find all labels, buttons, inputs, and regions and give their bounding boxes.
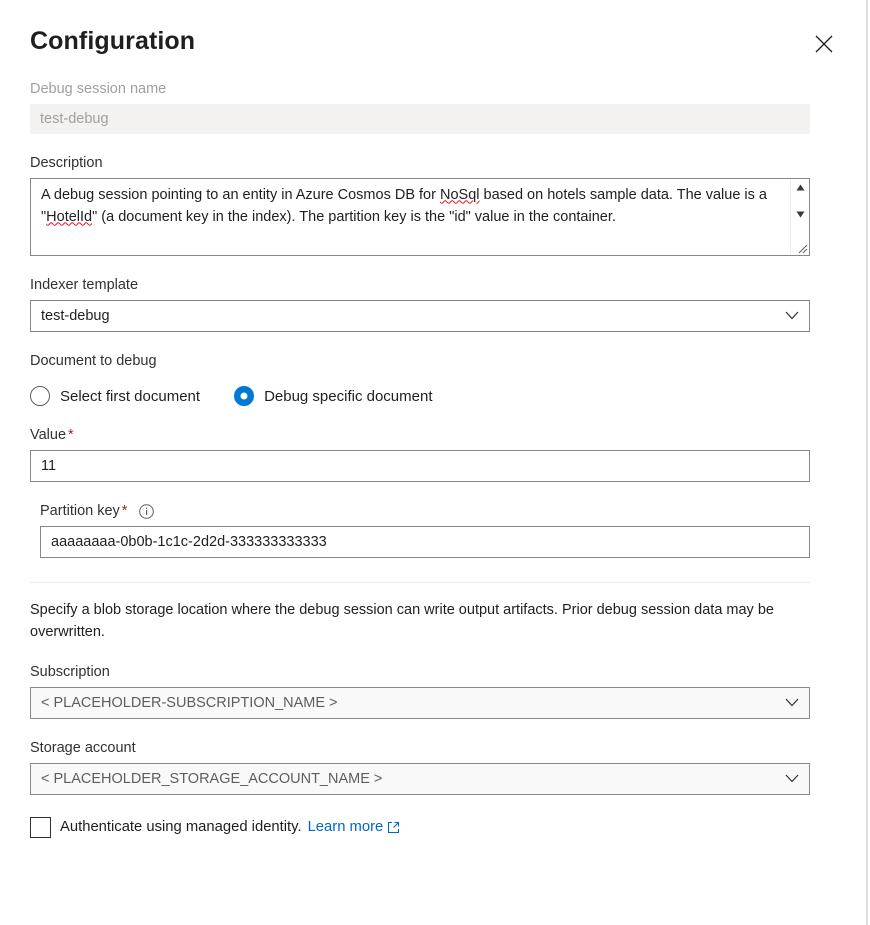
storage-account-select[interactable] bbox=[30, 763, 810, 795]
document-to-debug-label: Document to debug bbox=[30, 352, 157, 369]
managed-identity-row bbox=[30, 817, 836, 838]
radio-select-first-document[interactable] bbox=[30, 386, 200, 406]
description-text-part1: A debug session pointing to an entity in Azure Cosmos DB for bbox=[41, 186, 440, 203]
storage-account-value: < PLACEHOLDER_STORAGE_ACCOUNT_NAME > bbox=[41, 770, 383, 787]
external-link-icon bbox=[387, 821, 400, 834]
learn-more-link[interactable]: Learn more bbox=[307, 819, 384, 836]
radio-debug-specific-document[interactable] bbox=[234, 386, 432, 406]
chevron-down-icon bbox=[785, 311, 799, 320]
description-text-part3: " (a document key in the index). The partition key is the "id" value in the container. bbox=[92, 208, 616, 225]
chevron-down-icon bbox=[785, 774, 799, 783]
info-icon[interactable] bbox=[139, 504, 154, 519]
radio-debug-specific-document-label: Debug specific document bbox=[264, 387, 433, 405]
description-text bbox=[41, 184, 781, 228]
subscription-label: Subscription bbox=[30, 664, 110, 681]
partition-key-required-indicator: * bbox=[121, 503, 128, 520]
panel-header bbox=[30, 0, 836, 60]
storage-account-label: Storage account bbox=[30, 739, 136, 756]
value-label-text: Value bbox=[30, 427, 67, 444]
resize-grip-icon[interactable] bbox=[796, 242, 808, 254]
description-text-squiggle1: NoSql bbox=[439, 186, 480, 203]
scroll-up-icon[interactable] bbox=[791, 179, 809, 196]
indexer-template-select[interactable] bbox=[30, 300, 810, 332]
section-divider bbox=[30, 582, 810, 583]
radio-unchecked-icon bbox=[30, 386, 50, 406]
description-textarea[interactable] bbox=[30, 178, 810, 256]
partition-key-group bbox=[40, 502, 836, 558]
value-label bbox=[30, 426, 836, 445]
subscription-select[interactable] bbox=[30, 687, 810, 719]
document-to-debug-radio-group bbox=[30, 386, 836, 406]
value-required-indicator: * bbox=[68, 427, 74, 444]
partition-key-label-text: Partition key bbox=[40, 503, 120, 520]
close-icon bbox=[814, 34, 834, 54]
storage-note: Specify a blob storage location where the debug session can write output artifacts. Prior debug session data may be overwritten. bbox=[30, 602, 774, 641]
page-title: Configuration bbox=[30, 27, 196, 55]
subscription-value: < PLACEHOLDER-SUBSCRIPTION_NAME > bbox=[41, 694, 338, 711]
managed-identity-checkbox[interactable] bbox=[30, 817, 51, 838]
radio-checked-icon bbox=[234, 386, 254, 406]
partition-key-input[interactable] bbox=[40, 526, 810, 558]
partition-key-label bbox=[40, 502, 836, 521]
managed-identity-label: Authenticate using managed identity. bbox=[60, 819, 302, 836]
indexer-template-value: test-debug bbox=[41, 307, 110, 324]
debug-session-name-label: Debug session name bbox=[30, 81, 167, 97]
indexer-template-label: Indexer template bbox=[30, 276, 139, 293]
radio-select-first-document-label: Select first document bbox=[60, 387, 201, 405]
description-text-part2: based on hotels sample data. The value is a " bbox=[41, 186, 772, 225]
close-button[interactable] bbox=[808, 28, 840, 60]
debug-session-name-input: test-debug bbox=[30, 104, 810, 134]
chevron-down-icon bbox=[785, 698, 799, 707]
scroll-down-icon[interactable] bbox=[791, 206, 809, 223]
description-text-squiggle2: HotelId bbox=[46, 208, 93, 225]
value-input[interactable] bbox=[30, 450, 810, 482]
description-label: Description bbox=[30, 154, 103, 171]
